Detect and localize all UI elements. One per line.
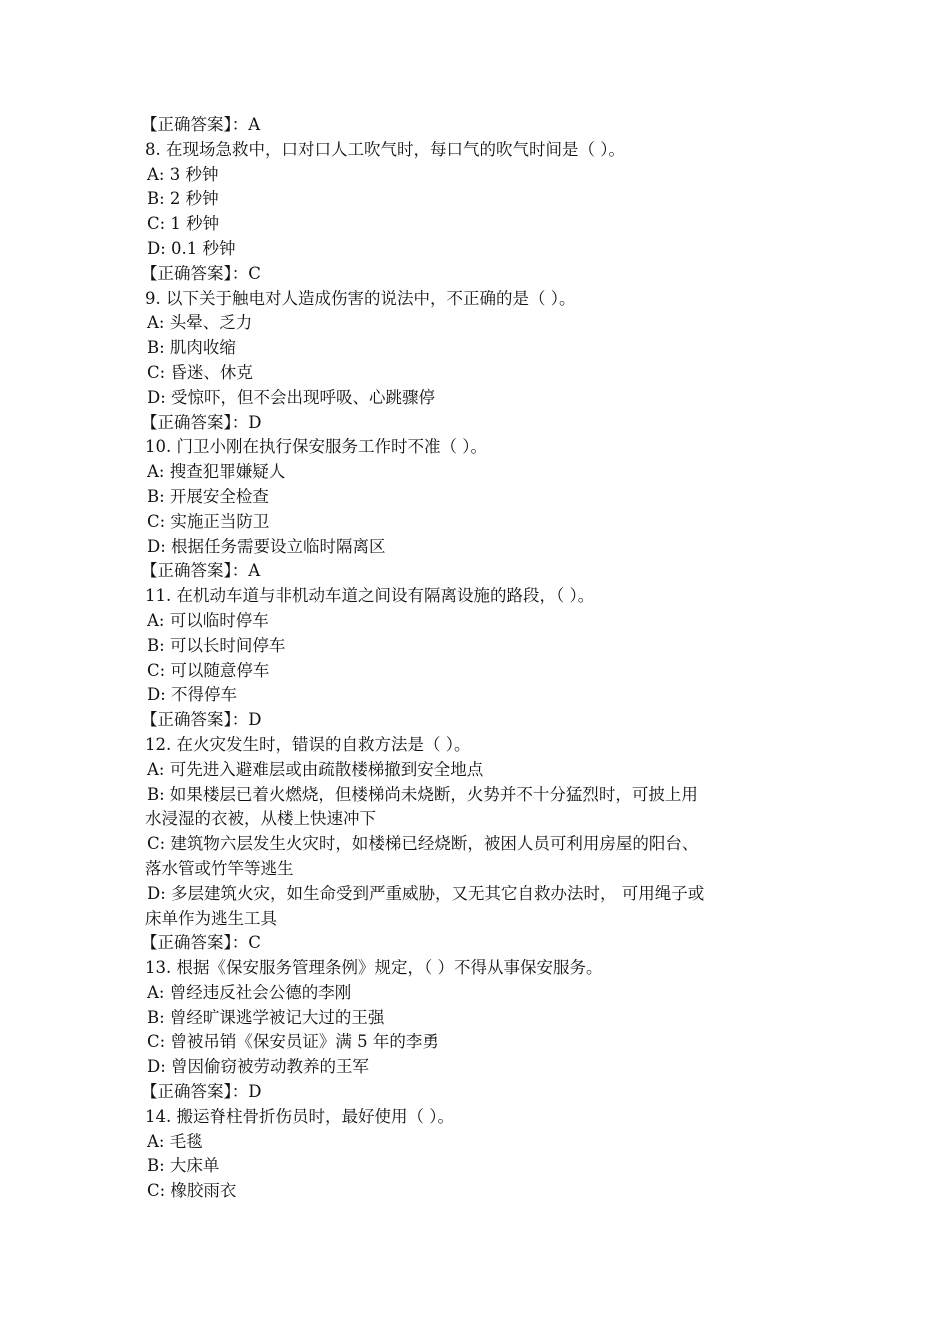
- question-text: 10. 门卫小刚在执行保安服务工作时不准（ ）。: [145, 437, 487, 457]
- answer-option: A: 搜查犯罪嫌疑人: [147, 462, 286, 482]
- correct-answer-line: 【正确答案】：C: [141, 933, 261, 953]
- answer-option-continued: 床单作为逃生工具: [145, 908, 277, 928]
- question-text: 12. 在火灾发生时，错误的自救方法是（ ）。: [145, 734, 471, 754]
- answer-option: B: 可以长时间停车: [147, 635, 286, 655]
- answer-option: A: 可先进入避难层或由疏散楼梯撤到安全地点: [147, 759, 484, 779]
- answer-option: C: 昏迷、休克: [147, 362, 253, 382]
- answer-option: A: 曾经违反社会公德的李刚: [147, 982, 352, 1002]
- answer-option: B: 大床单: [147, 1156, 220, 1176]
- answer-option: C: 橡胶雨衣: [147, 1181, 237, 1201]
- answer-option: C: 1 秒钟: [147, 214, 220, 234]
- correct-answer-line: 【正确答案】：A: [141, 115, 261, 134]
- correct-answer-line: 【正确答案】：D: [141, 412, 262, 432]
- answer-option: C: 实施正当防卫: [147, 511, 270, 531]
- correct-answer-line: 【正确答案】：D: [141, 710, 262, 730]
- question-text: 8. 在现场急救中，口对口人工吹气时，每口气的吹气时间是（ ）。: [145, 139, 625, 159]
- question-text: 13. 根据《保安服务管理条例》规定，（ ）不得从事保安服务。: [145, 958, 603, 978]
- answer-option: A: 头晕、乏力: [147, 313, 253, 333]
- answer-option: D: 根据任务需要设立临时隔离区: [147, 536, 386, 556]
- quiz-content: [141, 113, 825, 1204]
- answer-option: B: 肌肉收缩: [147, 338, 236, 358]
- answer-option-continued: 落水管或竹竿等逃生: [145, 858, 294, 878]
- question-text: 11. 在机动车道与非机动车道之间设有隔离设施的路段，（ ）。: [145, 586, 595, 606]
- answer-option: D: 曾因偷窃被劳动教养的王军: [147, 1057, 370, 1077]
- answer-option: B: 2 秒钟: [147, 189, 219, 209]
- answer-option: A: 可以临时停车: [147, 610, 269, 630]
- answer-option: B: 曾经旷课逃学被记大过的王强: [147, 1007, 385, 1027]
- correct-answer-line: 【正确答案】：C: [141, 263, 261, 283]
- answer-option: D: 受惊吓，但不会出现呼吸、心跳骤停: [147, 387, 436, 407]
- answer-option: C: 建筑物六层发生火灾时，如楼梯已经烧断，被困人员可利用房屋的阳台、: [147, 834, 699, 854]
- question-text: 14. 搬运脊柱骨折伤员时，最好使用（ ）。: [145, 1106, 454, 1126]
- answer-option: D: 0.1 秒钟: [147, 238, 236, 258]
- answer-option: B: 如果楼层已着火燃烧，但楼梯尚未烧断，火势并不十分猛烈时，可披上用: [147, 784, 698, 804]
- answer-option: A: 3 秒钟: [147, 164, 219, 184]
- answer-option: A: 毛毯: [147, 1131, 203, 1151]
- correct-answer-line: 【正确答案】：D: [141, 1082, 262, 1102]
- correct-answer-line: 【正确答案】：A: [141, 561, 261, 581]
- answer-option: D: 多层建筑火灾，如生命受到严重威胁，又无其它自救办法时， 可用绳子或: [147, 883, 705, 903]
- answer-option-continued: 水浸湿的衣被，从楼上快速冲下: [145, 809, 376, 829]
- answer-option: C: 曾被吊销《保安员证》满 5 年的李勇: [147, 1032, 439, 1052]
- question-text: 9. 以下关于触电对人造成伤害的说法中，不正确的是（ ）。: [145, 288, 576, 308]
- answer-option: B: 开展安全检查: [147, 486, 269, 506]
- answer-option: C: 可以随意停车: [147, 660, 270, 680]
- answer-option: D: 不得停车: [147, 685, 238, 705]
